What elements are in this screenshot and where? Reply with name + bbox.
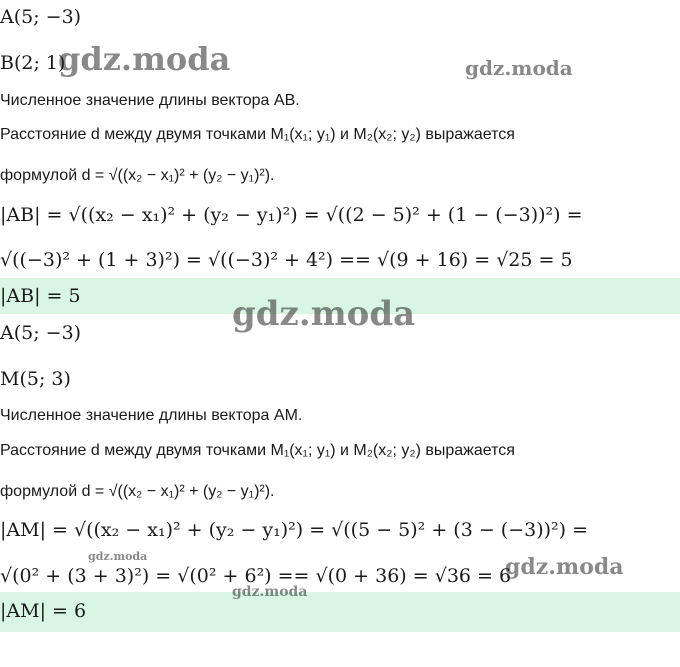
vector-ab-intro: Численное значение длины вектора AB.: [0, 92, 300, 109]
distance-definition-1: Расстояние d между двумя точками M₁(x₁; y₁) и M₂(x₂; y₂) выражается: [0, 126, 515, 143]
vector-am-intro: Численное значение длины вектора AM.: [0, 407, 303, 424]
ab-result: |AB| = 5: [0, 285, 81, 307]
watermark-logo-small-2: gdz.moda: [232, 584, 308, 600]
point-m-line: M(5; 3): [0, 368, 71, 390]
point-a-line-2: A(5; −3): [0, 322, 82, 344]
am-result: |AM| = 6: [0, 600, 87, 622]
watermark-logo-center: gdz.moda: [232, 294, 416, 334]
watermark-logo-small-1: gdz.moda: [88, 550, 148, 563]
point-b-line: B(2; 1): [0, 52, 66, 74]
point-a-line: A(5; −3): [0, 6, 82, 28]
am-calc-line-1: |AM| = √((x₂ − x₁)² + (y₂ − y₁)²) = √((5 − 5)² + (3 − (−3))²) =: [0, 519, 589, 541]
am-calc-line-2: √(0² + (3 + 3)²) = √(0² + 6²) == √(0 + 36) = √36 = 6: [0, 565, 512, 587]
watermark-logo-large-top: gdz.moda: [58, 40, 231, 78]
ab-calc-line-1: |AB| = √((x₂ − x₁)² + (y₂ − y₁)²) = √((2 − 5)² + (1 − (−3))²) =: [0, 204, 583, 226]
watermark-logo-top-right: gdz.moda: [465, 56, 573, 80]
ab-calc-line-2: √((−3)² + (1 + 3)²) = √((−3)² + 4²) == √(9 + 16) = √25 = 5: [0, 249, 573, 271]
distance-formula-1: формулой d = √((x₂ − x₁)² + (y₂ − y₁)²).: [0, 167, 275, 184]
distance-formula-2: формулой d = √((x₂ − x₁)² + (y₂ − y₁)²).: [0, 483, 275, 500]
result-highlight-am: [0, 592, 680, 632]
distance-definition-2: Расстояние d между двумя точками M₁(x₁; y₁) и M₂(x₂; y₂) выражается: [0, 442, 515, 459]
watermark-logo-bottom-right: gdz.moda: [505, 554, 624, 580]
